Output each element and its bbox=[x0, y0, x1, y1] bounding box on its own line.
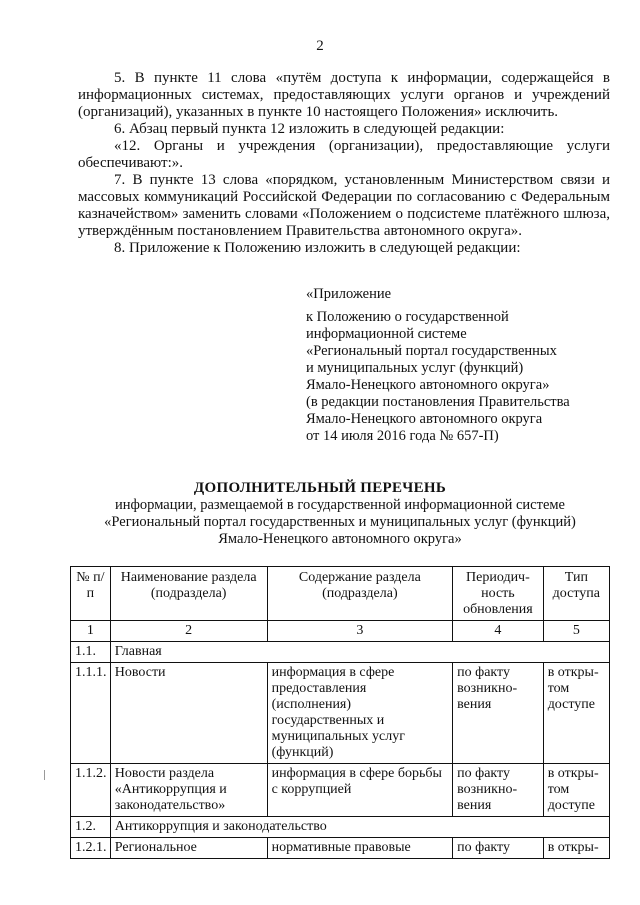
document-title: ДОПОЛНИТЕЛЬНЫЙ ПЕРЕЧЕНЬ bbox=[193, 480, 447, 496]
appendix-heading: «Приложение bbox=[306, 286, 392, 302]
row-number: 1.2. bbox=[71, 817, 111, 838]
row-section-content: нормативные правовые bbox=[267, 838, 453, 859]
column-numbers-row bbox=[71, 621, 610, 642]
paragraph-6: 6. Абзац первый пункта 12 изложить в следующей редакции: bbox=[114, 121, 505, 137]
table-row bbox=[71, 663, 610, 764]
row-section-content: информация в сфере борьбы с коррупцией bbox=[267, 764, 453, 817]
row-number: 1.2.1. bbox=[71, 838, 111, 859]
row-section-name: Региональное bbox=[110, 838, 267, 859]
table-section-row bbox=[71, 817, 610, 838]
appendix-line: информационной системе bbox=[306, 326, 467, 342]
appendix-header bbox=[306, 286, 606, 445]
row-access-type: в откры- bbox=[543, 838, 609, 859]
paragraph-8: 8. Приложение к Положению изложить в следующей редакции: bbox=[114, 240, 521, 256]
row-update-period: по факту возникно-вения bbox=[453, 663, 544, 764]
header-update-period: Периодич-ность обновления bbox=[453, 567, 544, 621]
row-update-period: по факту bbox=[453, 838, 544, 859]
appendix-line: Ямало-Ненецкого автономного округа bbox=[306, 411, 543, 427]
column-number: 2 bbox=[110, 621, 267, 642]
row-section-name: Новости bbox=[110, 663, 267, 764]
appendix-line: от 14 июля 2016 года № 657-П) bbox=[306, 428, 499, 444]
paragraph-5: 5. В пункте 11 слова «путём доступа к информации, содержащейся в информационных системах, предоставляющих услуги органов и учреждений (организаций), указанных в пункте 10 настоящего Положения» исключить. bbox=[78, 70, 610, 120]
row-section-name: Новости раздела «Антикоррупция и законодательство» bbox=[110, 764, 267, 817]
appendix-line: Ямало-Ненецкого автономного округа» bbox=[306, 377, 550, 393]
scan-artifact bbox=[44, 770, 45, 780]
row-number: 1.1. bbox=[71, 642, 111, 663]
appendix-line: «Региональный портал государственных bbox=[306, 343, 557, 359]
header-section-content: Содержание раздела (подраздела) bbox=[267, 567, 453, 621]
appendix-line: к Положению о государственной bbox=[306, 309, 509, 325]
header-section-name: Наименование раздела (подраздела) bbox=[110, 567, 267, 621]
row-access-type: в откры-том доступе bbox=[543, 663, 609, 764]
row-update-period: по факту возникно-вения bbox=[453, 764, 544, 817]
table-row bbox=[71, 764, 610, 817]
paragraph-6-quote: «12. Органы и учреждения (организации), предоставляющие услуги обеспечивают:». bbox=[78, 138, 610, 171]
section-title: Антикоррупция и законодательство bbox=[110, 817, 609, 838]
column-number: 4 bbox=[453, 621, 544, 642]
header-number: № п/п bbox=[71, 567, 111, 621]
column-number: 5 bbox=[543, 621, 609, 642]
appendix-line: (в редакции постановления Правительства bbox=[306, 394, 570, 410]
table-row bbox=[71, 838, 610, 859]
paragraph-7: 7. В пункте 13 слова «порядком, установленным Министерством связи и массовых коммуникаций Российской Федерации по согласованию с Федеральным казначейством» заменить словами «Положением о подсистеме платёжного шлюза, утверждённым постановлением Правительства автономного округа». bbox=[78, 172, 610, 239]
row-access-type: в откры-том доступе bbox=[543, 764, 609, 817]
info-list-table bbox=[70, 566, 610, 859]
document-subtitle: информации, размещаемой в государственной информационной системе «Региональный портал государственных и муниципальных услуг (функций) Ямало-Ненецкого автономного округа» bbox=[104, 497, 576, 547]
table-header-row bbox=[71, 567, 610, 621]
appendix-line: и муниципальных услуг (функций) bbox=[306, 360, 524, 376]
page-number: 2 bbox=[316, 38, 324, 54]
header-access-type: Тип доступа bbox=[543, 567, 609, 621]
row-number: 1.1.1. bbox=[71, 663, 111, 764]
row-number: 1.1.2. bbox=[71, 764, 111, 817]
column-number: 3 bbox=[267, 621, 453, 642]
column-number: 1 bbox=[71, 621, 111, 642]
row-section-content: информация в сфере предоставления (исполнения) государственных и муниципальных услуг (функций) bbox=[267, 663, 453, 764]
amendments-text bbox=[78, 70, 610, 257]
table-section-row bbox=[71, 642, 610, 663]
section-title: Главная bbox=[110, 642, 609, 663]
